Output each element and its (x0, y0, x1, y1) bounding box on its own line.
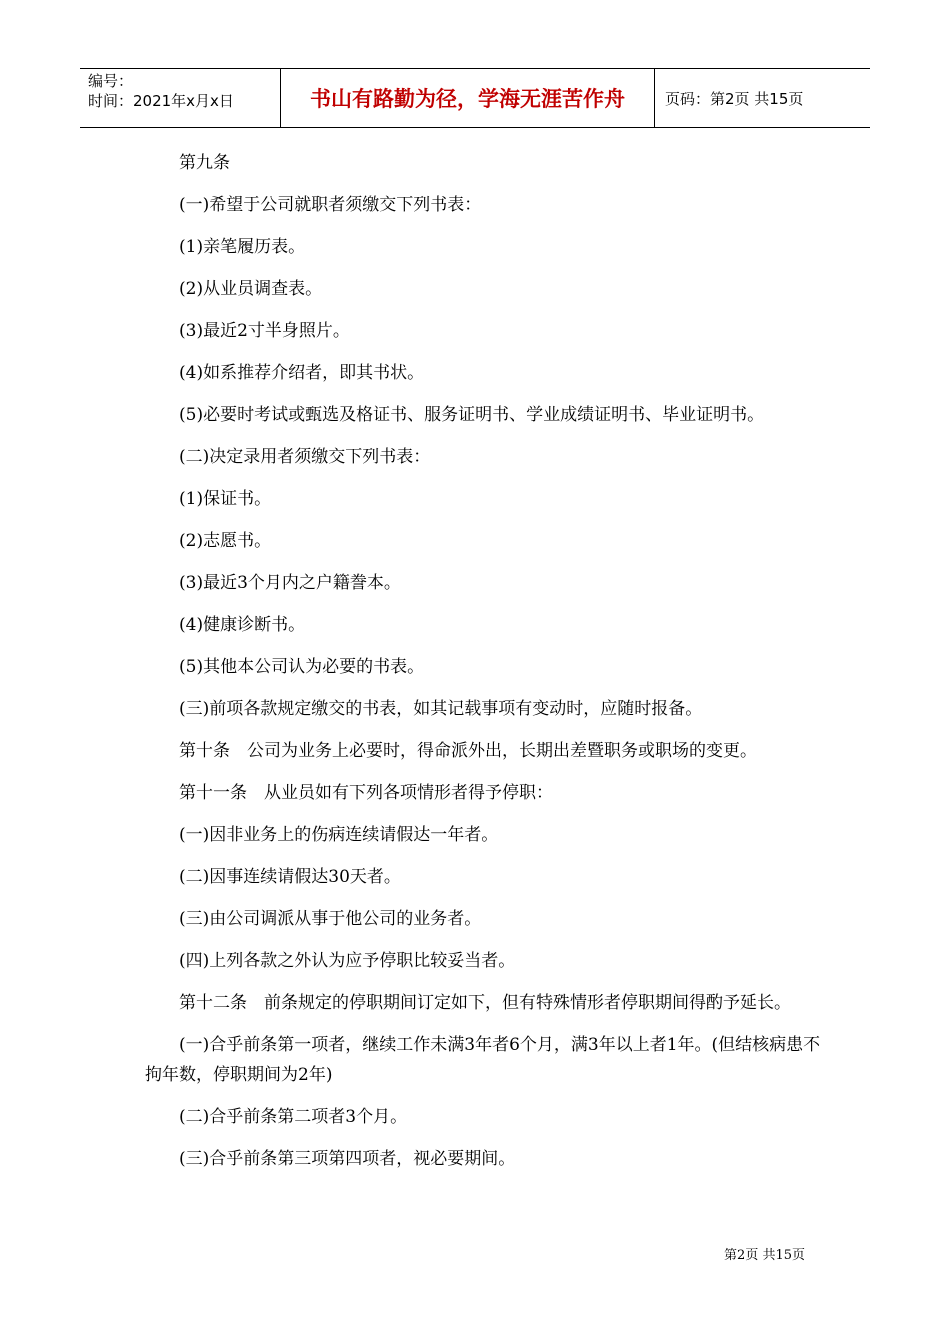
page-header (80, 68, 870, 128)
document-number-label: 编号： (88, 72, 134, 90)
paragraph: (三)前项各款规定缴交的书表，如其记载事项有变动时，应随时报备。 (179, 699, 703, 719)
document-body (145, 148, 825, 1186)
paragraph: (4)如系推荐介绍者，即其书状。 (179, 363, 425, 383)
paragraph: (1)亲笔履历表。 (179, 237, 306, 257)
paragraph: (三)由公司调派从事于他公司的业务者。 (179, 909, 482, 929)
header-motto: 书山有路勤为径，学海无涯苦作舟 (281, 69, 655, 127)
paragraph: (四)上列各款之外认为应予停职比较妥当者。 (179, 951, 516, 971)
paragraph: (一)因非业务上的伤病连续请假达一年者。 (179, 825, 499, 845)
paragraph: (一)希望于公司就职者须缴交下列书表： (179, 195, 482, 215)
paragraph: 第十一条 从业员如有下列各项情形者得予停职： (179, 783, 553, 803)
paragraph: (2)志愿书。 (179, 531, 272, 551)
paragraph: (二)决定录用者须缴交下列书表： (179, 447, 431, 467)
paragraph: (三)合乎前条第三项第四项者，视必要期间。 (179, 1149, 516, 1169)
paragraph: 第十二条 前条规定的停职期间订定如下，但有特殊情形者停职期间得酌予延长。 (179, 993, 791, 1013)
paragraph: 第十条 公司为业务上必要时，得命派外出，长期出差暨职务或职场的变更。 (179, 741, 757, 761)
paragraph: (3)最近3个月内之户籍誊本。 (179, 573, 401, 593)
paragraph: (1)保证书。 (179, 489, 272, 509)
paragraph: (二)合乎前条第二项者3个月。 (179, 1107, 408, 1127)
page-footer: 第2页 共15页 (724, 1248, 805, 1263)
paragraph: 第九条 (179, 153, 230, 173)
document-date-label: 时间：2021年x月x日 (88, 92, 234, 110)
paragraph: (2)从业员调查表。 (179, 279, 323, 299)
header-meta (80, 69, 281, 127)
paragraph: (5)其他本公司认为必要的书表。 (179, 657, 425, 677)
header-page-info: 页码：第2页 共15页 (665, 89, 804, 108)
paragraph: (5)必要时考试或甄选及格证书、服务证明书、学业成绩证明书、毕业证明书。 (179, 405, 765, 425)
paragraph: (二)因事连续请假达30天者。 (179, 867, 401, 887)
paragraph: (一)合乎前条第一项者，继续工作未满3年者6个月，满3年以上者1年。(但结核病患不拘年数，停职期间为2年) (145, 1035, 821, 1085)
paragraph: (4)健康诊断书。 (179, 615, 306, 635)
paragraph: (3)最近2寸半身照片。 (179, 321, 350, 341)
